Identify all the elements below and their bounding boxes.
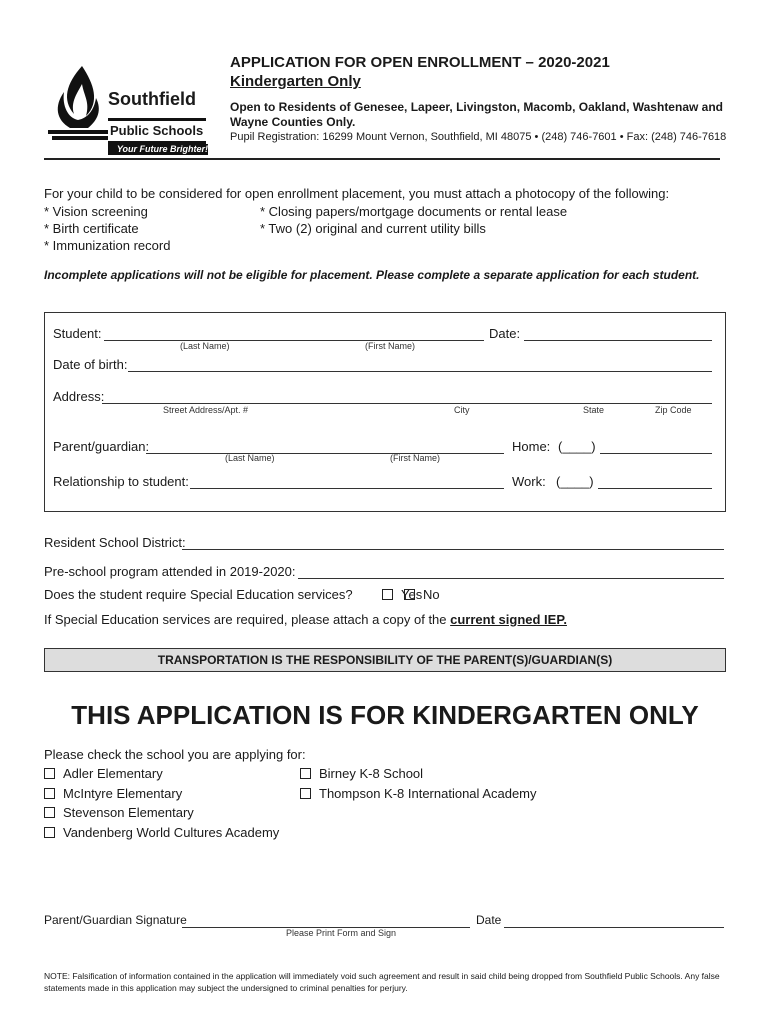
student-label: Student: [53, 326, 102, 341]
relationship-label: Relationship to student: [53, 474, 189, 489]
dob-field[interactable] [128, 357, 712, 372]
mcintyre-label: McIntyre Elementary [63, 786, 183, 801]
header-divider [44, 158, 720, 160]
resident-district-label: Resident School District: [44, 535, 186, 550]
signature-label: Parent/Guardian Signature [44, 913, 187, 927]
city-hint: City [454, 405, 470, 415]
student-last-name-hint: (Last Name) [180, 341, 230, 351]
intro-text: For your child to be considered for open enrollment placement, you must attach a photocopy of the following: [44, 186, 670, 201]
sped-question: Does the student require Special Education services? [44, 587, 353, 602]
signature-field[interactable] [182, 913, 470, 928]
req-vision: * Vision screening [44, 204, 148, 219]
iep-emphasis: current signed IEP. [450, 612, 567, 627]
work-area-code: (____) [556, 474, 594, 489]
student-first-name-hint: (First Name) [365, 341, 415, 351]
signature-date-label: Date [476, 913, 502, 927]
home-phone-label: Home: [512, 439, 551, 454]
req-birth-certificate: * Birth certificate [44, 221, 139, 236]
vandenberg-label: Vandenberg World Cultures Academy [63, 825, 280, 840]
state-hint: State [583, 405, 605, 415]
preschool-field[interactable] [298, 564, 724, 579]
kindergarten-notice: THIS APPLICATION IS FOR KINDERGARTEN ONLY [71, 700, 699, 730]
parent-name-field[interactable] [146, 439, 504, 454]
adler-label: Adler Elementary [63, 766, 163, 781]
birney-checkbox[interactable] [300, 768, 311, 779]
stevenson-label: Stevenson Elementary [63, 805, 194, 820]
thompson-checkbox[interactable] [300, 788, 311, 799]
falsification-note: NOTE: Falsification of information contained in the application will immediately void such agreement and result in said child being dropped from Southfield Public Schools. Any false statements made in this application may subject the undersigned to criminal penalties for perjury. [44, 971, 720, 993]
zip-hint: Zip Code [655, 405, 692, 415]
signature-date-field[interactable] [504, 913, 724, 928]
southfield-logo [44, 62, 208, 154]
iep-instruction [44, 612, 567, 627]
resident-district-field[interactable] [182, 535, 724, 550]
dob-label: Date of birth: [53, 357, 128, 372]
stevenson-checkbox[interactable] [44, 807, 55, 818]
home-area-code: (____) [558, 439, 596, 454]
school-option-birney[interactable] [300, 766, 423, 781]
eligibility-text: Open to Residents of Genesee, Lapeer, Livingston, Macomb, Oakland, Washtenaw and Wayne Counties Only. [230, 100, 723, 129]
school-prompt: Please check the school you are applying for: [44, 747, 306, 762]
home-phone-field[interactable] [600, 439, 712, 454]
vandenberg-checkbox[interactable] [44, 827, 55, 838]
parent-first-name-hint: (First Name) [390, 453, 440, 463]
logo-sub: Public Schools [110, 123, 204, 138]
school-option-thompson[interactable] [300, 786, 537, 801]
sped-yes-checkbox[interactable] [382, 589, 393, 600]
form-subtitle: Kindergarten Only [230, 73, 361, 90]
school-option-stevenson[interactable] [44, 805, 194, 820]
mcintyre-checkbox[interactable] [44, 788, 55, 799]
sped-no-option[interactable] [404, 587, 440, 602]
form-title: APPLICATION FOR OPEN ENROLLMENT – 2020-2021 [230, 54, 610, 71]
logo-name: Southfield [108, 89, 196, 109]
req-utility-bills: * Two (2) original and current utility bills [260, 221, 486, 236]
req-immunization: * Immunization record [44, 238, 171, 253]
student-name-field[interactable] [104, 326, 484, 341]
sped-no-checkbox[interactable] [404, 589, 415, 600]
thompson-label: Thompson K-8 International Academy [319, 786, 537, 801]
parent-last-name-hint: (Last Name) [225, 453, 275, 463]
incomplete-warning: Incomplete applications will not be eligible for placement. Please complete a separate application for each student. [44, 268, 700, 282]
iep-text: If Special Education services are required, please attach a copy of the [44, 612, 447, 627]
address-field[interactable] [102, 389, 712, 404]
street-hint: Street Address/Apt. # [163, 405, 249, 415]
transportation-banner: TRANSPORTATION IS THE RESPONSIBILITY OF THE PARENT(S)/GUARDIAN(S) [44, 648, 726, 672]
sped-no-label: No [423, 587, 440, 602]
work-phone-field[interactable] [598, 474, 712, 489]
preschool-label: Pre-school program attended in 2019-2020: [44, 564, 296, 579]
req-closing-papers: * Closing papers/mortgage documents or rental lease [260, 204, 568, 219]
print-note: Please Print Form and Sign [286, 928, 397, 938]
date-field[interactable] [524, 326, 712, 341]
parent-label: Parent/guardian: [53, 439, 150, 454]
birney-label: Birney K-8 School [319, 766, 424, 781]
school-option-mcintyre[interactable] [44, 786, 182, 801]
relationship-field[interactable] [190, 474, 504, 489]
school-option-vandenberg[interactable] [44, 825, 279, 840]
registration-info: Pupil Registration: 16299 Mount Vernon, Southfield, MI 48075 • (248) 746-7601 • Fax: (248) 746-7618 [230, 131, 727, 143]
address-label: Address: [53, 389, 105, 404]
school-option-adler[interactable] [44, 766, 163, 781]
sped-yes-label: Yes [401, 587, 423, 602]
logo-tagline: Your Future Brighter! [108, 144, 208, 155]
adler-checkbox[interactable] [44, 768, 55, 779]
date-label: Date: [489, 326, 521, 341]
work-phone-label: Work: [512, 474, 546, 489]
